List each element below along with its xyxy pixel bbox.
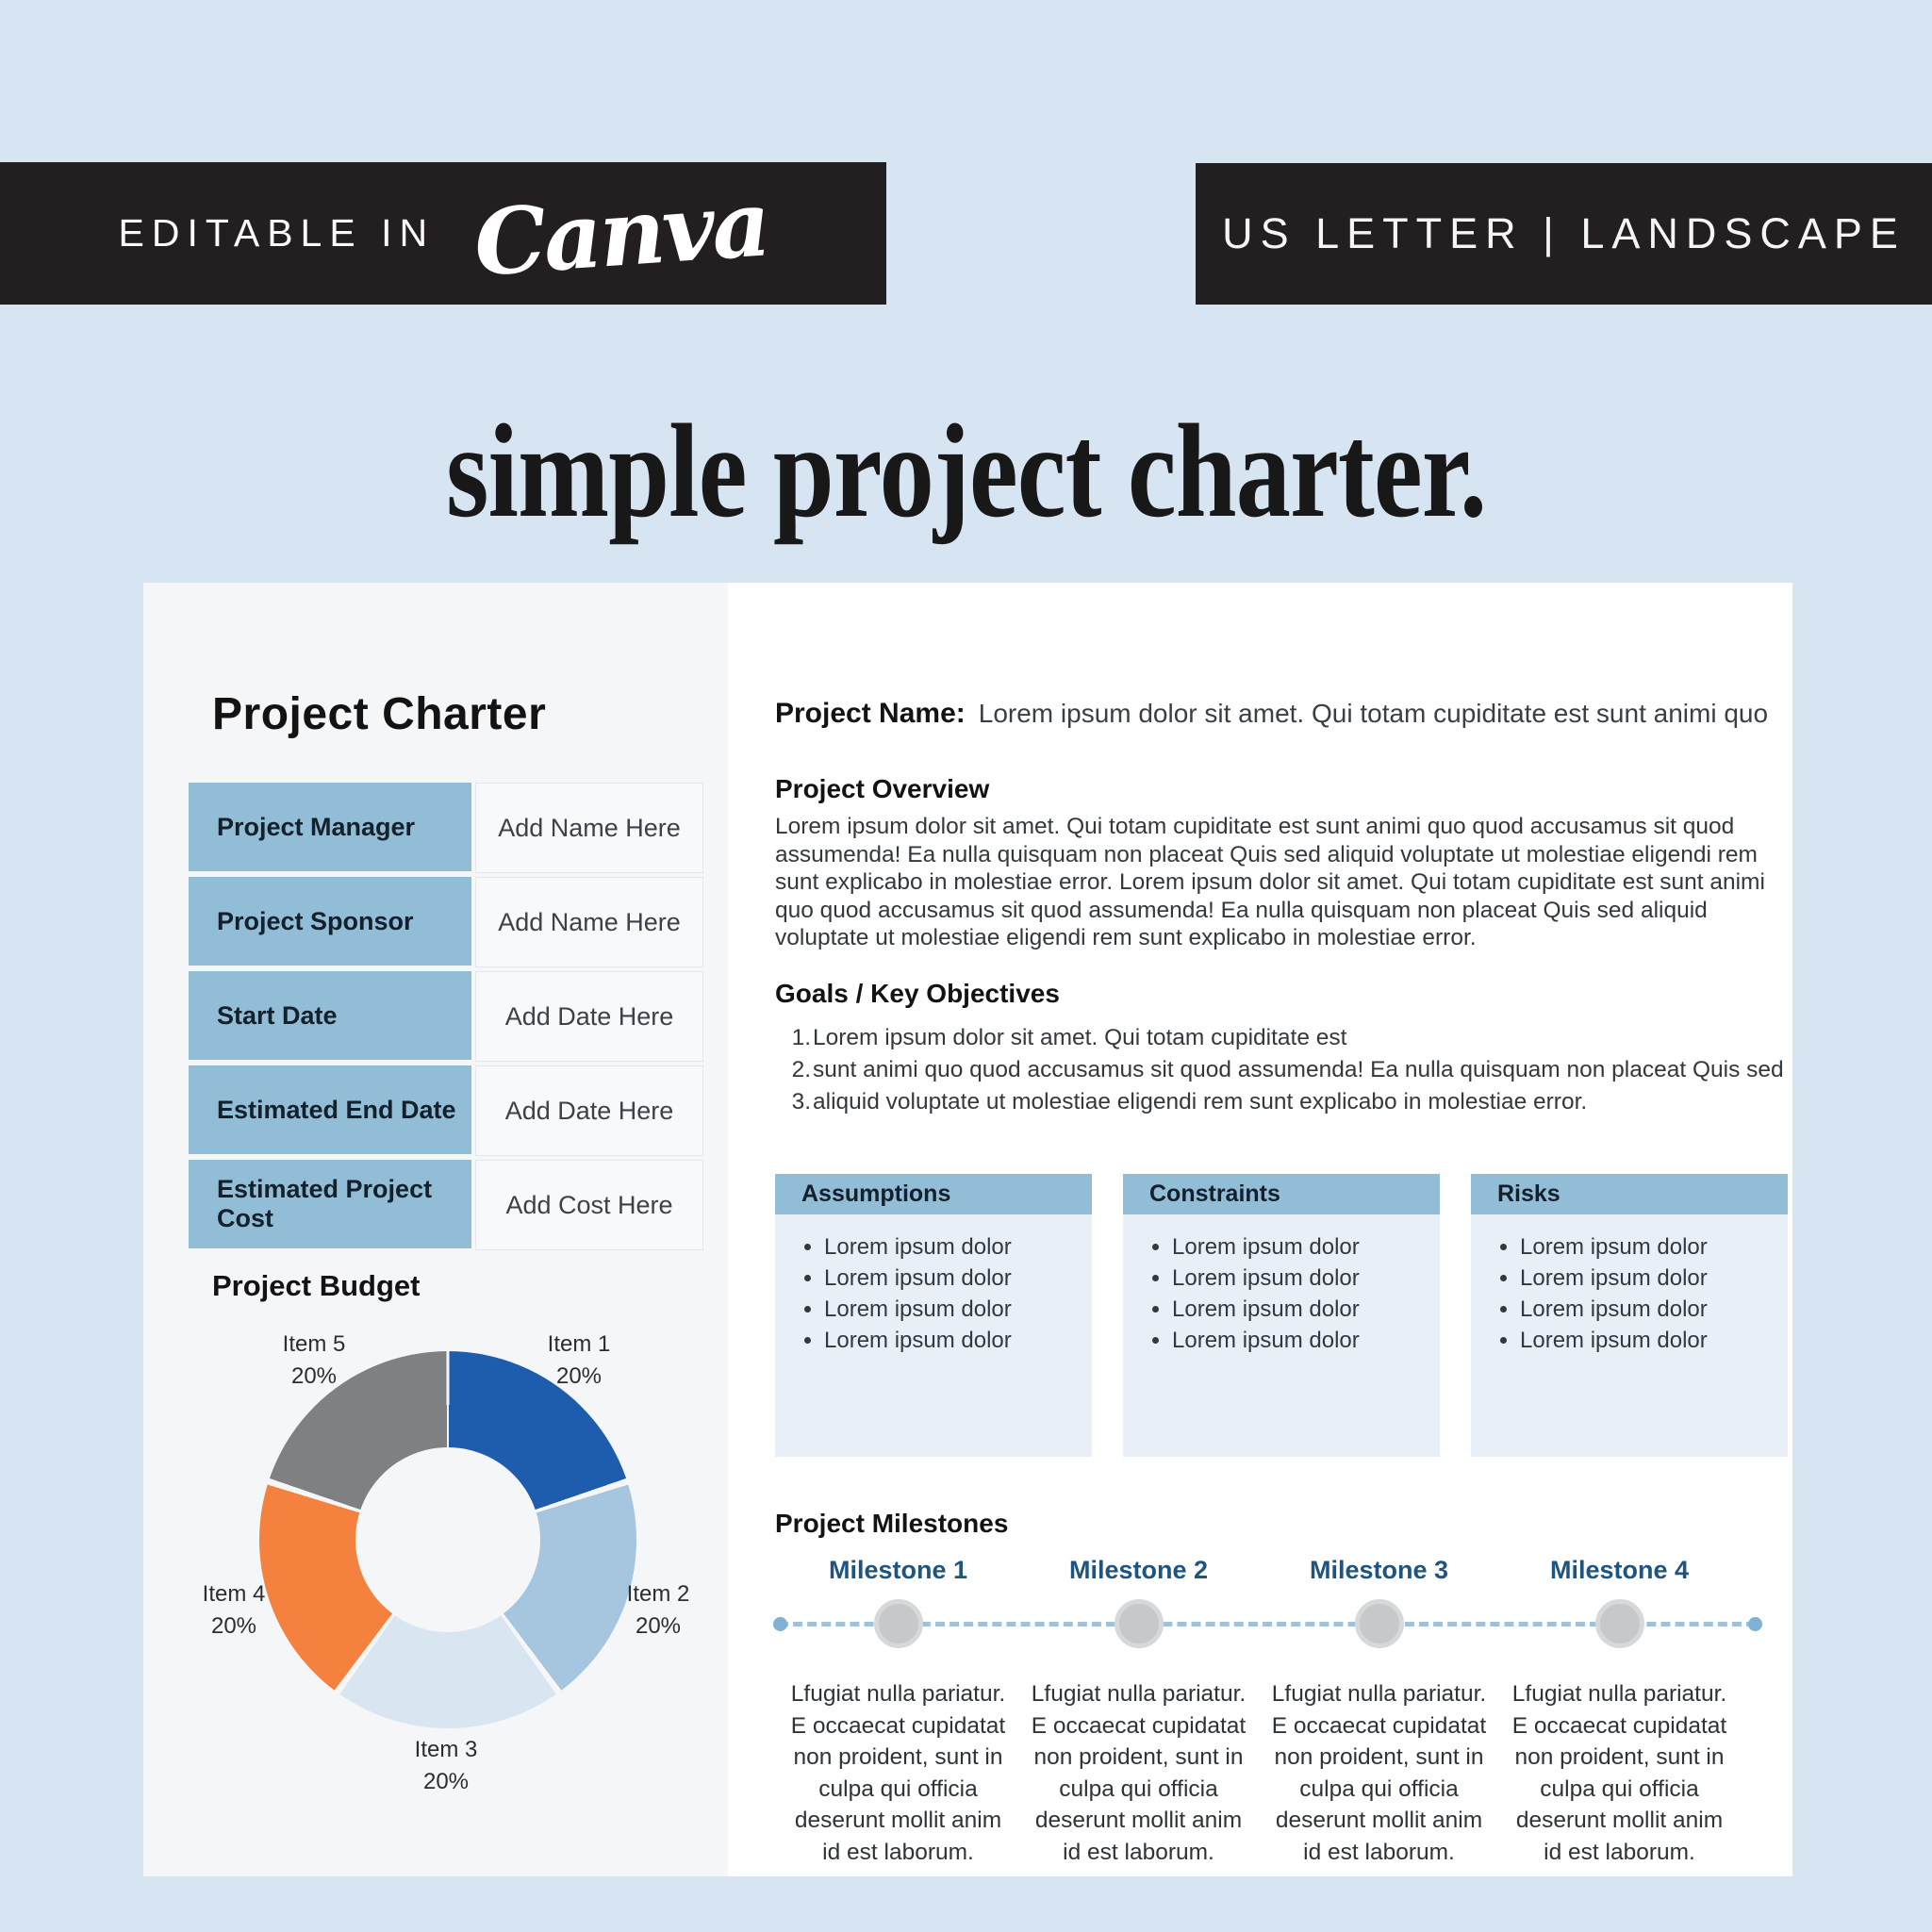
table-row-value: Add Name Here [475,783,703,873]
donut-label-item2: Item 2 20% [626,1581,690,1639]
constraints-box [1123,1174,1440,1457]
table-row-value: Add Date Here [475,971,703,1062]
table-row-value: Add Date Here [475,1065,703,1156]
list-item: • Lorem ipsum dolor [824,1325,1092,1356]
milestone-marker-icon [1595,1599,1644,1648]
milestone-text: Lfugiat nulla pariatur. E occaecat cupidatat non proident, sunt in culpa qui officia deserunt mollit anim id est laborum. [1031,1681,1247,1865]
risks-box-title: Risks [1471,1174,1788,1214]
list-item: • Lorem ipsum dolor [824,1294,1092,1325]
list-item: • Lorem ipsum dolor [1172,1294,1440,1325]
table-row-label: Estimated End Date [189,1065,471,1154]
list-item: • Lorem ipsum dolor [1172,1263,1440,1294]
risks-list [1471,1231,1788,1356]
milestone-3 [1263,1556,1494,1868]
table-row-label: Project Sponsor [189,877,471,966]
project-name-line [775,698,1792,730]
document-page [143,583,1792,1876]
page-size-label: US LETTER | LANDSCAPE [1222,209,1906,257]
table-row-label: Project Manager [189,783,471,871]
donut-label-item4: Item 4 20% [202,1581,266,1639]
charter-sidebar [143,583,728,1876]
table-row-value: Add Cost Here [475,1160,703,1250]
goal-item: 3.aliquid voluptate ut molestiae eligendi rem sunt explicabo in molestiae error. [791,1089,1588,1115]
list-item: • Lorem ipsum dolor [1520,1263,1788,1294]
editable-in-canva-banner [0,162,886,305]
milestones-heading: Project Milestones [775,1509,1009,1538]
donut-label-item3: Item 3 20% [414,1737,478,1794]
milestone-label: Milestone 4 [1549,1556,1690,1584]
donut-label-item5: Item 5 20% [282,1331,346,1389]
donut-label-item1: Item 1 20% [547,1331,611,1389]
list-item: • Lorem ipsum dolor [824,1263,1092,1294]
milestone-marker-icon [1115,1599,1164,1648]
assumption-constraint-risk-boxes [775,1174,1788,1457]
milestone-1 [783,1556,1014,1868]
charter-heading: Project Charter [212,689,547,739]
milestone-4 [1504,1556,1735,1868]
list-item: • Lorem ipsum dolor [1520,1231,1788,1263]
milestone-2 [1023,1556,1254,1868]
project-name-value: Lorem ipsum dolor sit amet. Qui totam cupiditate est sunt animi quo [978,699,1769,728]
list-item: • Lorem ipsum dolor [1172,1325,1440,1356]
table-row-label: Estimated Project Cost [189,1160,471,1248]
table-row-label: Start Date [189,971,471,1060]
overview-heading: Project Overview [775,774,990,803]
charter-info-table [189,783,703,1250]
goals-heading: Goals / Key Objectives [775,979,1060,1008]
constraints-box-title: Constraints [1123,1174,1440,1214]
milestone-marker-icon [874,1599,923,1648]
goal-item: 2.sunt animi quo quod accusamus sit quod assumenda! Ea nulla quisquam non placeat Quis sed [791,1057,1784,1082]
risks-box [1471,1174,1788,1457]
canva-logo: Canva [471,169,772,297]
milestone-text: Lfugiat nulla pariatur. E occaecat cupidatat non proident, sunt in culpa qui officia deserunt mollit anim id est laborum. [790,1681,1006,1865]
milestone-label: Milestone 2 [1068,1556,1209,1584]
goal-item: 1.Lorem ipsum dolor sit amet. Qui totam cupiditate est [791,1025,1347,1050]
editable-in-label: EDITABLE IN [118,211,436,255]
list-item: • Lorem ipsum dolor [1520,1325,1788,1356]
milestone-text: Lfugiat nulla pariatur. E occaecat cupidatat non proident, sunt in culpa qui officia deserunt mollit anim id est laborum. [1271,1681,1487,1865]
list-item: • Lorem ipsum dolor [1172,1231,1440,1263]
budget-heading: Project Budget [212,1269,421,1302]
page-size-banner [1196,163,1932,305]
list-item: • Lorem ipsum dolor [824,1231,1092,1263]
assumptions-box [775,1174,1092,1457]
goals-list [783,1022,1799,1118]
milestone-marker-icon [1355,1599,1404,1648]
milestone-label: Milestone 1 [828,1556,968,1584]
milestones-timeline [775,1556,1760,1868]
table-row-value: Add Name Here [475,877,703,967]
project-name-label: Project Name: [775,698,966,729]
timeline-end-dot [1748,1617,1762,1631]
template-title: simple project charter. [445,396,1487,545]
budget-donut-chart [259,1351,636,1728]
overview-text: Lorem ipsum dolor sit amet. Qui totam cupiditate est sunt animi quo quod accusamus sit quod assumenda! Ea nulla quisquam non placeat Quis sed aliquid voluptate ut molestiae eligendi rem sunt explicabo in molestiae error. Lorem ipsum dolor sit amet. Qui totam cupiditate est sunt animi quo quod accusamus sit quod assumenda! Ea nulla quisquam non placeat Quis sed aliquid voluptate ut molestiae eligendi rem sunt explicabo in molestiae error. [775,814,1765,950]
milestone-label: Milestone 3 [1309,1556,1449,1584]
assumptions-list [775,1231,1092,1356]
list-item: • Lorem ipsum dolor [1520,1294,1788,1325]
constraints-list [1123,1231,1440,1356]
milestone-text: Lfugiat nulla pariatur. E occaecat cupidatat non proident, sunt in culpa qui officia deserunt mollit anim id est laborum. [1511,1681,1727,1865]
assumptions-box-title: Assumptions [775,1174,1092,1214]
